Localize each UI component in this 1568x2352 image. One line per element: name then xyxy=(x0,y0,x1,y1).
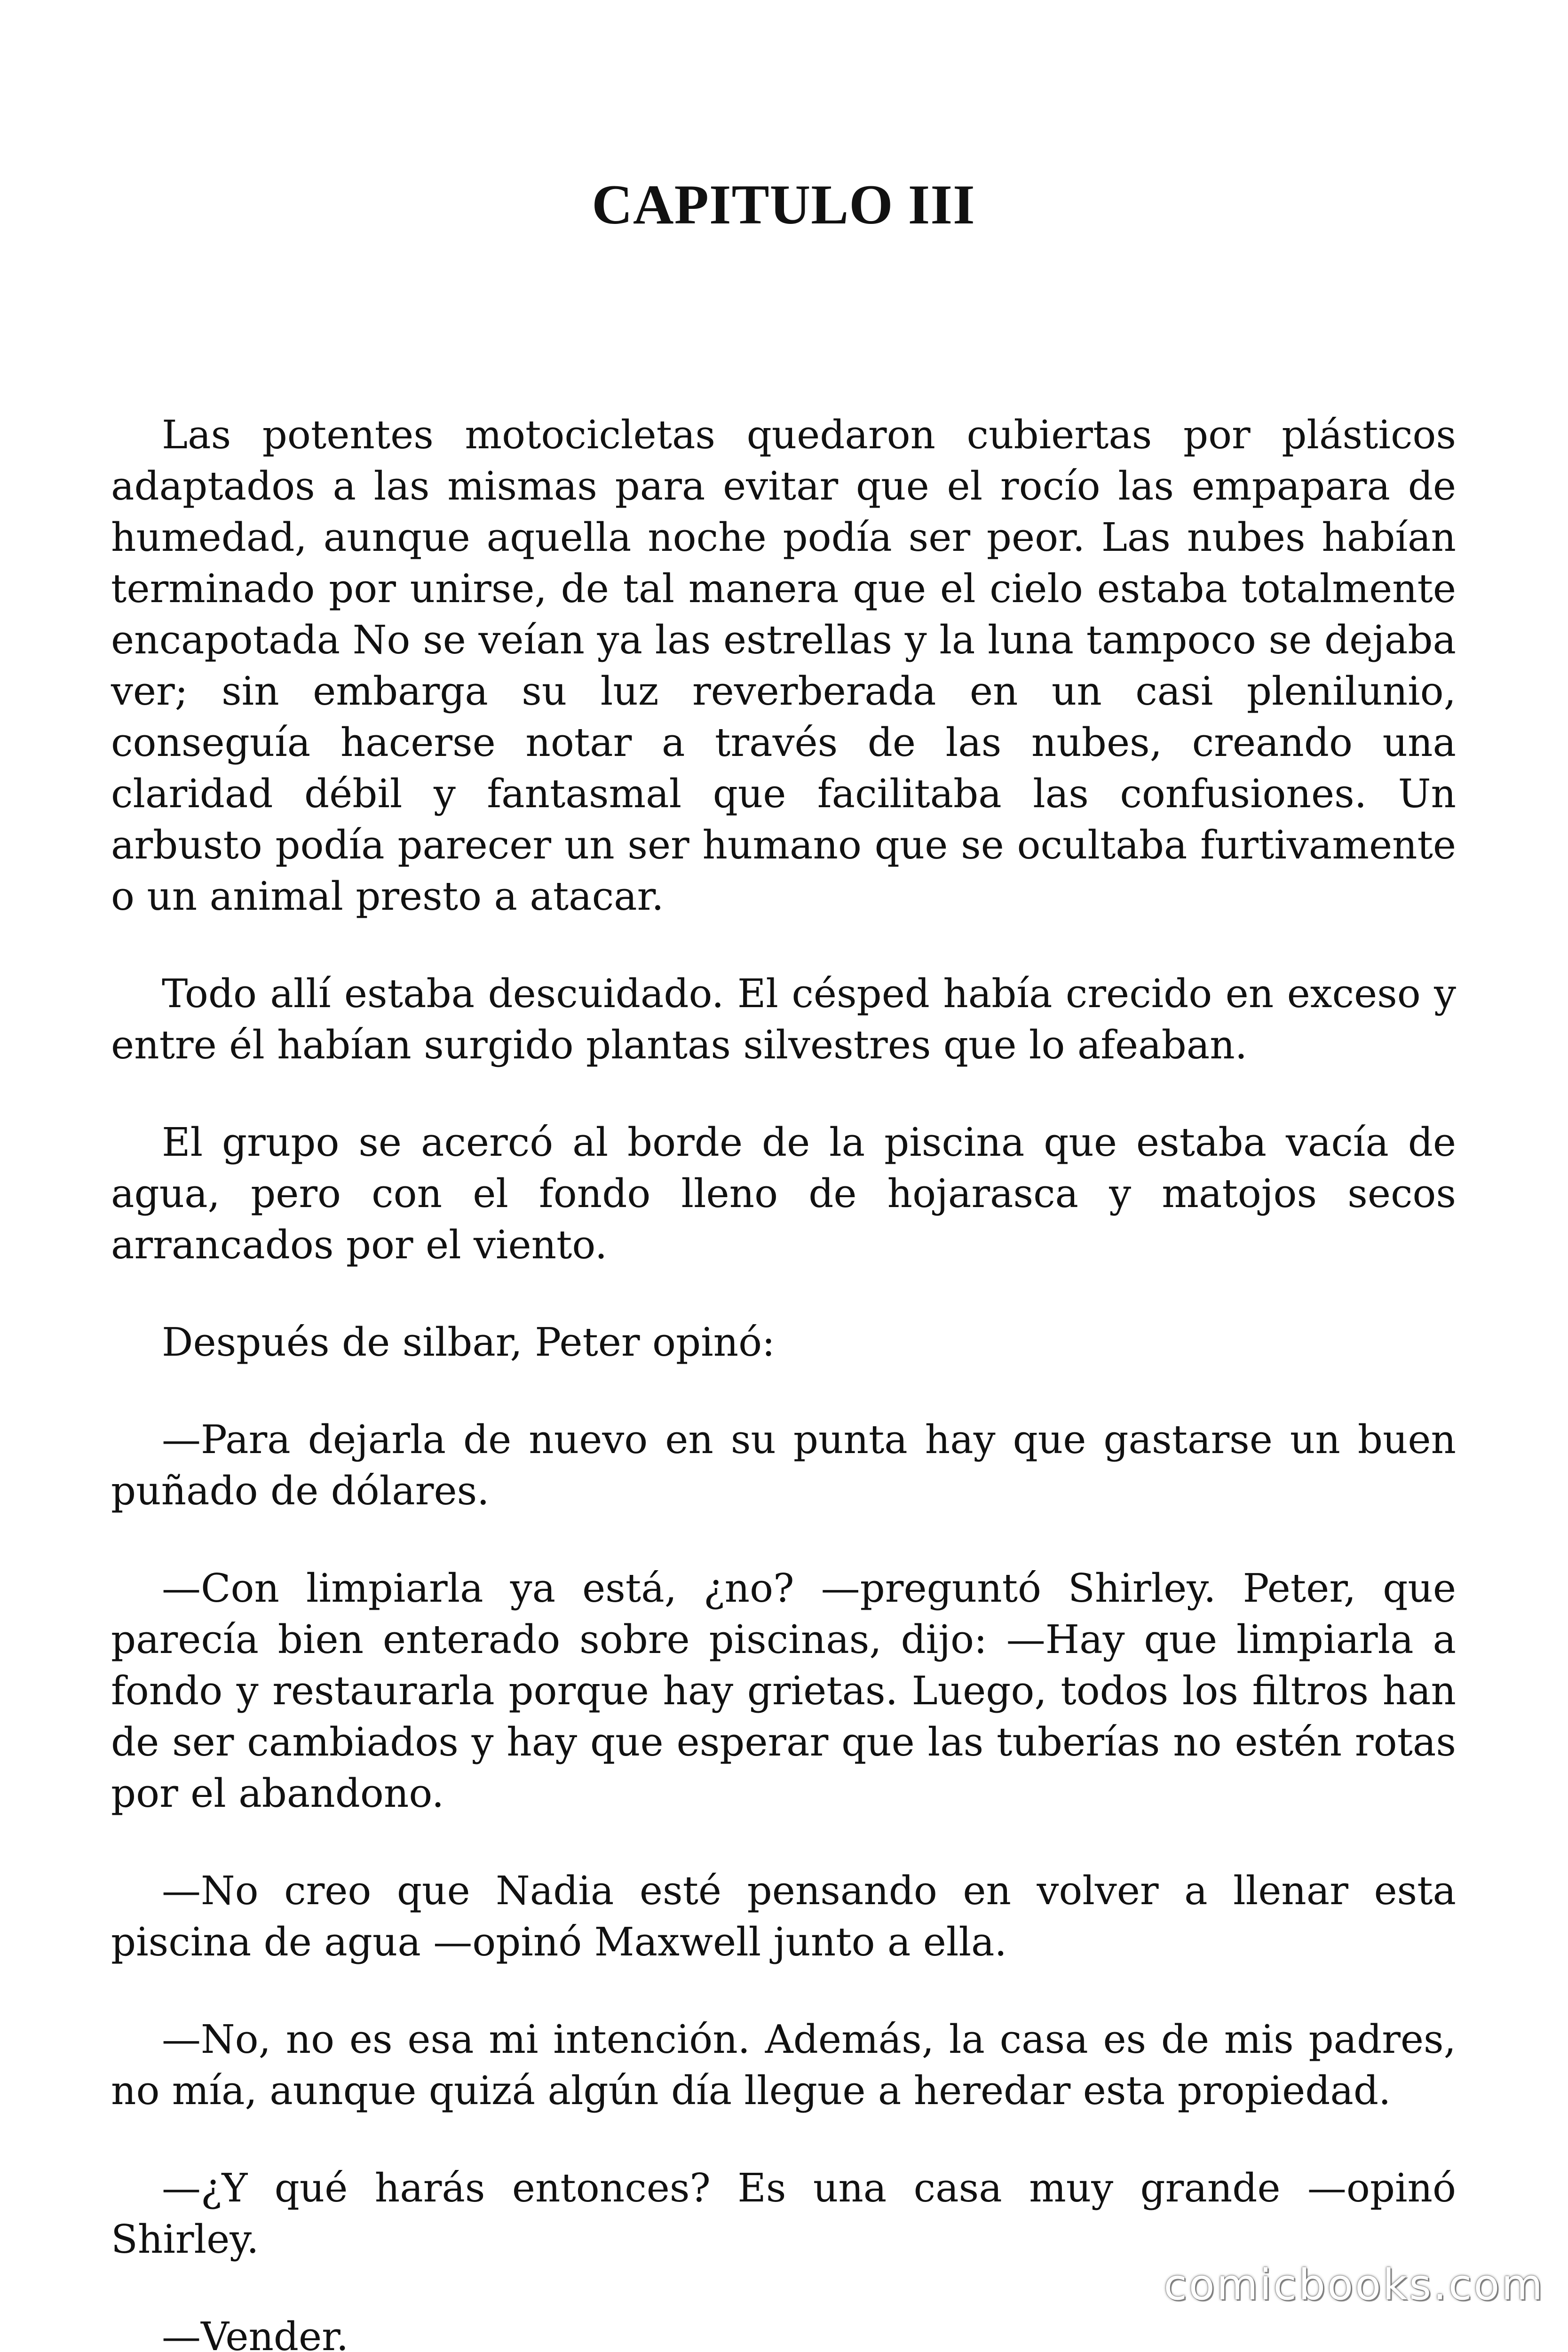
paragraph: —No, no es esa mi intención. Además, la casa es de mis padres, no mía, aunque quizá algún día llegue a heredar esta propiedad. xyxy=(111,2017,1456,2114)
paragraph: Las potentes motocicletas quedaron cubiertas por plásticos adaptados a las mismas para evitar que el rocío las empapara de humedad, aunque aquella noche podía ser peor. Las nubes habían terminado por unirse, de tal manera que el cielo estaba totalmente encapotada No se veían ya las estrellas y la luna tampoco se dejaba ver; sin embarga su luz reverberada en un casi plenilunio, conseguía hacerse notar a través de las nubes, creando una claridad débil y fantasmal que facilitaba las confusiones. Un arbusto podía parecer un ser humano que se ocultaba furtivamente o un animal presto a atacar. xyxy=(111,412,1456,919)
watermark: comicbooks.com xyxy=(1164,2260,1544,2310)
paragraph: —Con limpiarla ya está, ¿no? —preguntó Shirley. Peter, que parecía bien enterado sobre piscinas, dijo: —Hay que limpiarla a fondo y restaurarla porque hay grietas. Luego, todos los filtros han de ser cambiados y hay que esperar que las tuberías no estén rotas por el abandono. xyxy=(111,1565,1456,1816)
paragraph: —Para dejarla de nuevo en su punta hay que gastarse un buen puñado de dólares. xyxy=(111,1417,1456,1514)
paragraph: —No creo que Nadia esté pensando en volver a llenar esta piscina de agua —opinó Maxwell junto a ella. xyxy=(111,1868,1456,1965)
paragraph: —Vender. xyxy=(162,2314,349,2352)
paragraph: —¿Y qué harás entonces? Es una casa muy grande —opinó Shirley. xyxy=(111,2165,1456,2262)
body-text xyxy=(111,409,1456,2352)
paragraph: Después de silbar, Peter opinó: xyxy=(162,1319,776,1365)
paragraph: El grupo se acercó al borde de la piscina que estaba vacía de agua, pero con el fondo lleno de hojarasca y matojos secos arrancados por el viento. xyxy=(111,1120,1456,1268)
chapter-title: CAPITULO III xyxy=(592,173,975,236)
paragraph: Todo allí estaba descuidado. El césped había crecido en exceso y entre él habían surgido plantas silvestres que lo afeaban. xyxy=(111,971,1456,1068)
